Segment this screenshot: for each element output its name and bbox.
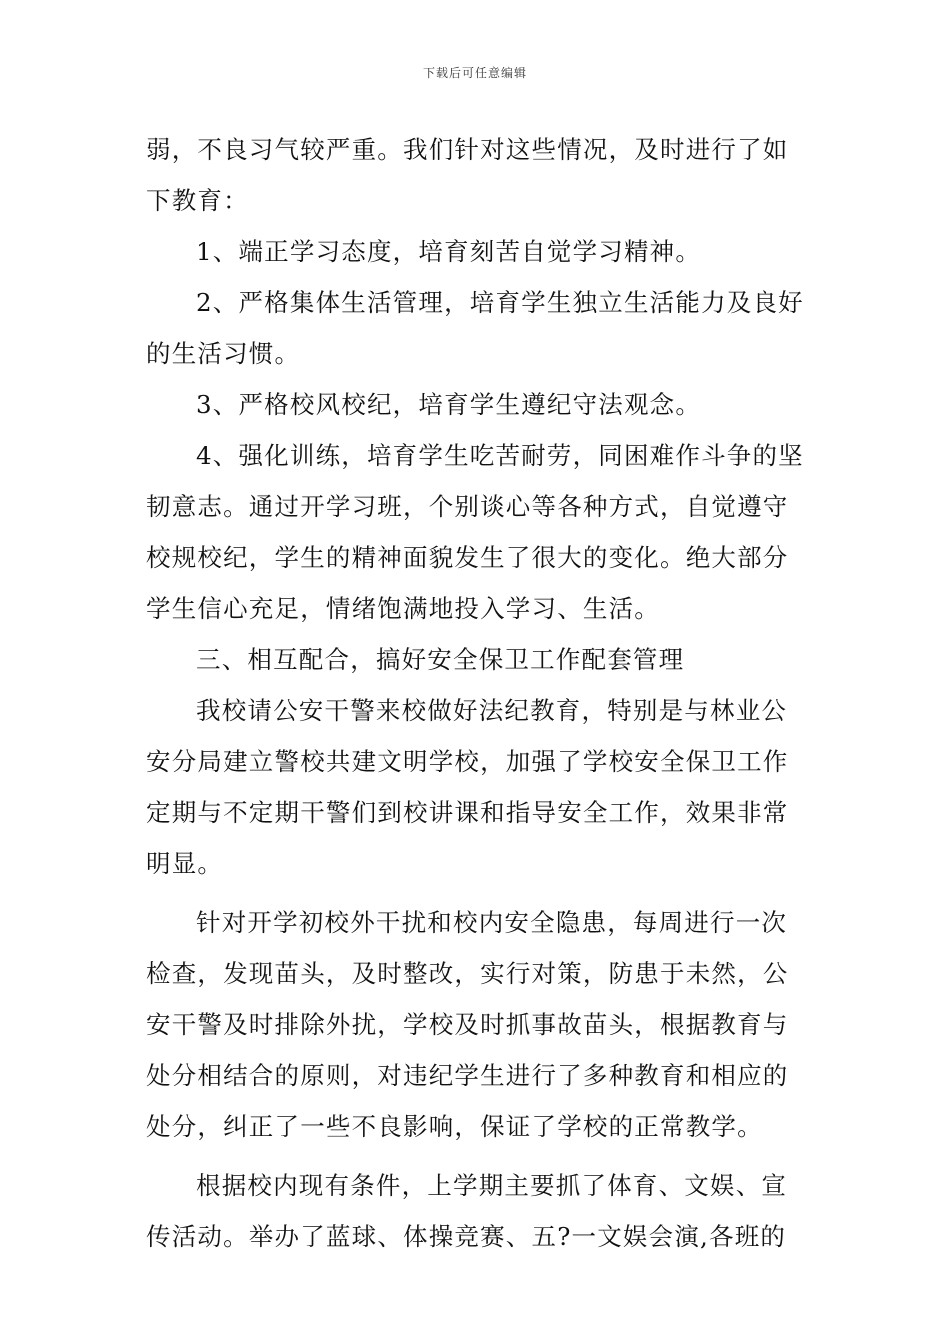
paragraph-activities: 根据校内现有条件，上学期主要抓了体育、文娱、宣传活动。举办了蓝球、体操竞赛、五?一文娱会演,各班的 bbox=[146, 1171, 788, 1251]
list-item-1: 1、端正学习态度，培育刻苦自觉学习精神。 bbox=[196, 237, 702, 266]
list-item-2: 2、严格集体生活管理，培育学生独立生活能力及良好的生活习惯。 bbox=[146, 288, 804, 368]
list-item-3: 3、严格校风校纪，培育学生遵纪守法观念。 bbox=[196, 390, 702, 419]
section-heading-3: 三、相互配合，搞好安全保卫工作配套管理 bbox=[196, 645, 685, 674]
paragraph-safety-inspection: 针对开学初校外干扰和校内安全隐患，每周进行一次检查，发现苗头，及时整改，实行对策，防患于未然，公安干警及时排除外扰，学校及时抓事故苗头，根据教育与处分相结合的原则，对违纪学生进行了多种教育和相应的处分，纠正了一些不良影响，保证了学校的正常教学。 bbox=[146, 908, 789, 1141]
header-note: 下载后可任意编辑 bbox=[422, 66, 527, 80]
paragraph-police-education: 我校请公安干警来校做好法纪教育，特别是与林业公安分局建立警校共建文明学校，加强了学校安全保卫工作定期与不定期干警们到校讲课和指导安全工作，效果非常明显。 bbox=[146, 696, 789, 878]
list-item-4: 4、强化训练，培育学生吃苦耐劳，同困难作斗争的坚韧意志。通过开学习班，个别谈心等各种方式，自觉遵守校规校纪，学生的精神面貌发生了很大的变化。绝大部分学生信心充足，情绪饱满地投入学习、生活。 bbox=[146, 441, 804, 623]
paragraph-continuation: 弱，不良习气较严重。我们针对这些情况，及时进行了如下教育： bbox=[146, 135, 789, 215]
document-body bbox=[146, 124, 806, 1262]
